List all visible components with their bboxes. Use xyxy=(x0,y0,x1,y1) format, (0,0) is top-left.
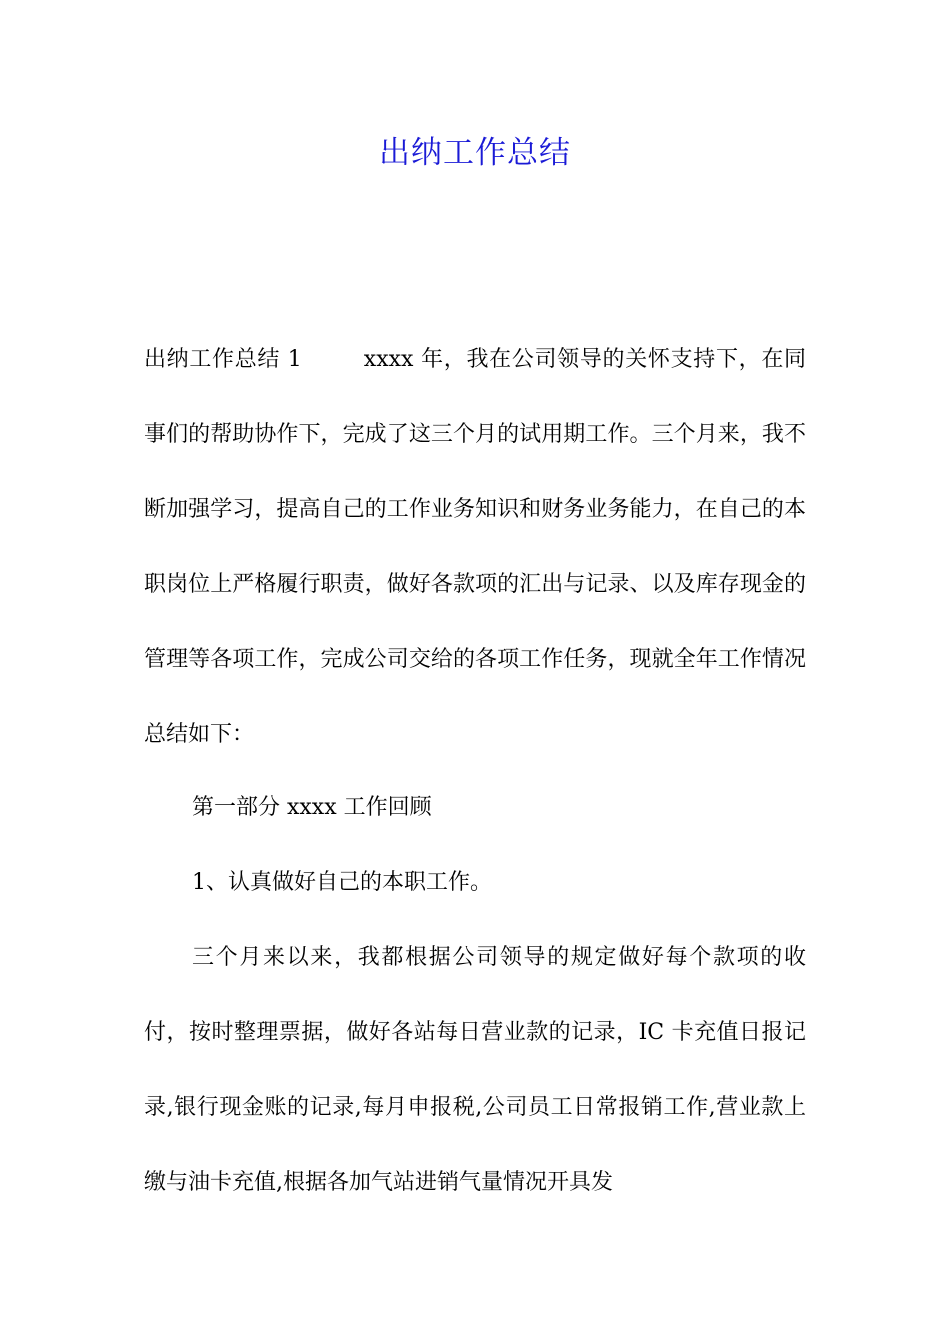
paragraph-intro-lead: 出纳工作总结 1 xyxy=(144,347,302,372)
paragraph-details: 三个月来以来，我都根据公司领导的规定做好每个款项的收付，按时整理票据，做好各站每日营业款的记录，IC 卡充值日报记录,银行现金账的记录,每月申报税,公司员工日常报销工作,营业款上缴与油卡充值,根据各加气站进销气量情况开具发 xyxy=(144,945,806,1195)
list-item-1: 1、认真做好自己的本职工作。 xyxy=(192,870,492,895)
paragraph-intro xyxy=(144,322,806,772)
document-title: 出纳工作总结 xyxy=(379,135,571,171)
paragraph-intro-body: xxxx 年，我在公司领导的关怀支持下，在同事们的帮助协作下，完成了这三个月的试用期工作。三个月来，我不断加强学习，提高自己的工作业务知识和财务业务能力，在自己的本职岗位上严格履行职责，做好各款项的汇出与记录、以及库存现金的管理等各项工作，完成公司交给的各项工作任务，现就全年工作情况总结如下： xyxy=(144,347,807,747)
section-heading: 第一部分 xxxx 工作回顾 xyxy=(192,795,432,820)
